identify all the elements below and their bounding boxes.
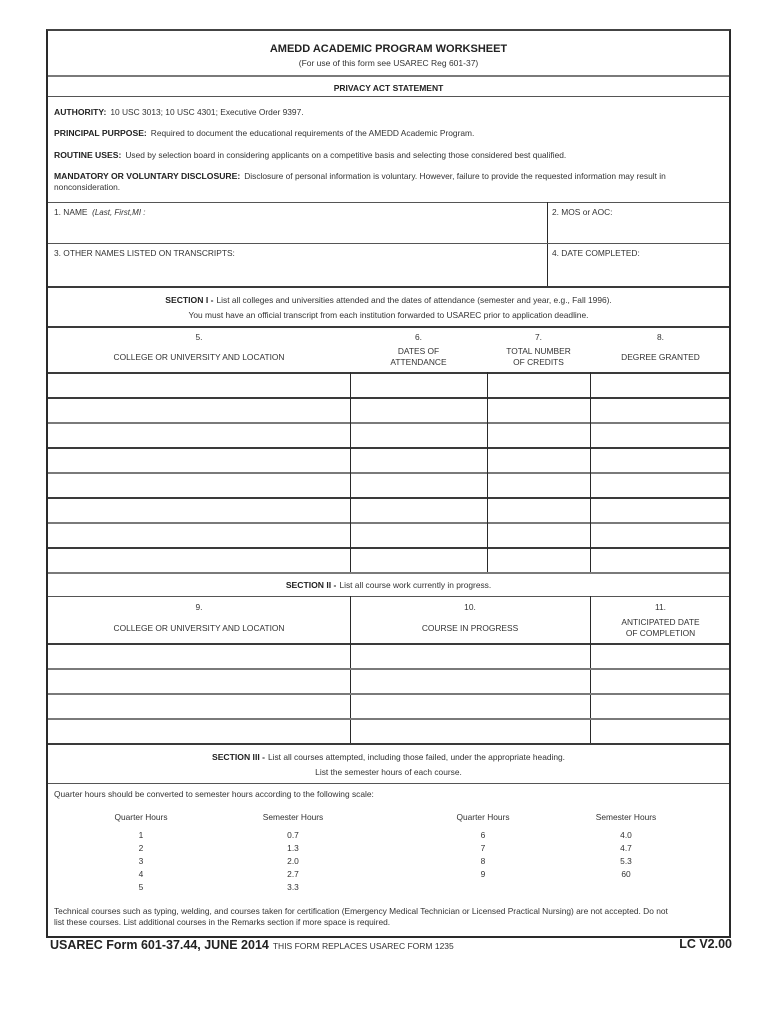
section2-col-header [590, 617, 731, 639]
section1-cell-dates[interactable] [352, 400, 485, 420]
divider [48, 596, 729, 597]
column-divider [487, 372, 488, 572]
section2-col-number: 10. [464, 602, 476, 612]
section2-cell-college[interactable] [50, 696, 348, 716]
section1-text: List all colleges and universities attended and the dates of attendance (semester and year, e.g., Fall 1996). [216, 295, 612, 305]
section1-cell-degree[interactable] [592, 450, 729, 470]
section2-cell-course[interactable] [352, 721, 588, 741]
section1-cell-credits[interactable] [489, 550, 588, 570]
section1-cell-degree[interactable] [592, 525, 729, 545]
section1-cell-college[interactable] [50, 550, 348, 570]
section1-cell-credits[interactable] [489, 475, 588, 495]
section1-cell-credits[interactable] [489, 425, 588, 445]
section2-col-header: COLLEGE OR UNIVERSITY AND LOCATION [113, 623, 285, 633]
row-divider [48, 693, 729, 695]
column-divider [350, 372, 351, 572]
header-line: DATES OF [397, 346, 440, 356]
section2-col-number: 11. [654, 602, 667, 612]
conversion-intro: Quarter hours should be converted to semester hours according to the following scale: [54, 789, 374, 799]
scale-value-quarter: 9 [480, 869, 486, 879]
section1-cell-degree[interactable] [592, 400, 729, 420]
scale-value-quarter: 6 [480, 830, 486, 840]
section2-cell-completion-date[interactable] [592, 671, 729, 691]
section3-text: List all courses attempted, including those failed, under the appropriate heading. [267, 752, 566, 762]
form-replaces: THIS FORM REPLACES USAREC FORM 1235 [272, 941, 454, 951]
section1-instructions [48, 295, 729, 305]
mos-input[interactable] [550, 219, 728, 243]
form-number: USAREC Form 601-37.44, JUNE 2014 [50, 938, 269, 952]
section2-label: SECTION II - [285, 580, 337, 590]
divider [48, 783, 729, 784]
scale-value-semester: 60 [621, 869, 631, 879]
row-divider [48, 497, 729, 499]
divider [48, 286, 729, 288]
section1-col-header: DEGREE GRANTED [621, 352, 700, 362]
section2-instructions [48, 580, 729, 590]
row-divider [48, 472, 729, 474]
section1-cell-dates[interactable] [352, 525, 485, 545]
section1-cell-degree[interactable] [592, 375, 729, 395]
disclosure-label: MANDATORY OR VOLUNTARY DISCLOSURE: [54, 171, 241, 181]
other-names-label: 3. OTHER NAMES LISTED ON TRANSCRIPTS: [54, 248, 235, 258]
section2-col-header: COURSE IN PROGRESS [421, 623, 519, 633]
name-field-label: 1. NAME (Last, First,MI : [54, 207, 146, 217]
row-divider [48, 743, 729, 745]
section1-cell-dates[interactable] [352, 425, 485, 445]
row-divider [48, 422, 729, 424]
section2-cell-completion-date[interactable] [592, 721, 729, 741]
section2-cell-college[interactable] [50, 646, 348, 666]
scale-value-semester: 2.7 [287, 869, 299, 879]
header-line: ATTENDANCE [390, 357, 447, 367]
divider [48, 243, 729, 244]
section1-cell-college[interactable] [50, 475, 348, 495]
section1-col-number: 7. [535, 332, 542, 342]
section2-text: List all course work currently in progress. [339, 580, 492, 590]
routine-uses-text: Used by selection board in considering applicants on a competitive basis and selecting those considered best qualified. [125, 150, 567, 160]
header-line: OF CREDITS [513, 357, 564, 367]
authority-text: 10 USC 3013; 10 USC 4301; Executive Order 9397. [110, 107, 304, 117]
section1-cell-credits[interactable] [489, 500, 588, 520]
section1-cell-credits[interactable] [489, 525, 588, 545]
scale-header: Quarter Hours [456, 812, 510, 822]
scale-header: Semester Hours [595, 812, 657, 822]
row-divider [48, 572, 729, 574]
section1-cell-degree[interactable] [592, 425, 729, 445]
column-divider [547, 202, 548, 286]
scale-value-quarter: 5 [138, 882, 144, 892]
section1-cell-college[interactable] [50, 450, 348, 470]
scale-header: Semester Hours [262, 812, 324, 822]
section3-note: List the semester hours of each course. [315, 767, 462, 777]
scale-value-semester: 3.3 [287, 882, 299, 892]
row-divider [48, 447, 729, 449]
section1-cell-dates[interactable] [352, 475, 485, 495]
purpose-text: Required to document the educational requirements of the AMEDD Academic Program. [150, 128, 475, 138]
section2-cell-college[interactable] [50, 721, 348, 741]
scale-value-quarter: 2 [138, 843, 144, 853]
privacy-act-title: PRIVACY ACT STATEMENT [333, 83, 444, 93]
section2-cell-course[interactable] [352, 696, 588, 716]
name-field-hint: (Last, First,MI : [92, 208, 146, 217]
divider [48, 326, 729, 328]
authority-line [54, 107, 699, 118]
scale-value-semester: 1.3 [287, 843, 299, 853]
date-completed-input[interactable] [550, 260, 728, 284]
row-divider [48, 547, 729, 549]
technical-note: Technical courses such as typing, welding, and courses taken for certification (Emergency Medical Technician or Licensed Practical Nursing) are not accepted. Do not list these courses. List additional courses in the Remarks section if more space is required. [54, 906, 668, 927]
scale-value-quarter: 1 [138, 830, 144, 840]
authority-label: AUTHORITY: [54, 107, 107, 117]
form-subtitle: (For use of this form see USAREC Reg 601-37) [298, 58, 479, 68]
section1-cell-credits[interactable] [489, 375, 588, 395]
other-names-input[interactable] [50, 260, 544, 284]
scale-value-semester: 4.0 [620, 830, 632, 840]
section2-cell-course[interactable] [352, 671, 588, 691]
section1-cell-degree[interactable] [592, 550, 729, 570]
divider [48, 202, 729, 203]
purpose-label: PRINCIPAL PURPOSE: [54, 128, 147, 138]
disclosure-text: Disclosure of personal information is voluntary. However, failure to provide the requested information may result in nonconsideration. [54, 171, 666, 192]
section1-col-number: 8. [657, 332, 664, 342]
divider [48, 643, 729, 645]
scale-value-semester: 2.0 [287, 856, 299, 866]
header-line: TOTAL NUMBER [506, 346, 571, 356]
divider [48, 372, 729, 374]
scale-value-semester: 4.7 [620, 843, 632, 853]
scale-value-quarter: 4 [138, 869, 144, 879]
scale-header: Quarter Hours [114, 812, 168, 822]
disclosure-line [54, 171, 699, 193]
column-divider [590, 372, 591, 572]
scale-value-semester: 0.7 [287, 830, 299, 840]
section1-note: You must have an official transcript from each institution forwarded to USAREC prior to application deadline. [188, 310, 589, 320]
section1-col-header [350, 346, 487, 368]
section1-cell-degree[interactable] [592, 500, 729, 520]
section3-instructions [48, 752, 729, 762]
divider [48, 96, 729, 97]
row-divider [48, 522, 729, 524]
section1-col-number: 6. [415, 332, 422, 342]
section1-cell-college[interactable] [50, 400, 348, 420]
row-divider [48, 397, 729, 399]
section2-cell-college[interactable] [50, 671, 348, 691]
routine-uses-label: ROUTINE USES: [54, 150, 122, 160]
section1-cell-college[interactable] [50, 375, 348, 395]
section1-cell-college[interactable] [50, 525, 348, 545]
form-version: LC V2.00 [679, 937, 732, 951]
date-completed-label: 4. DATE COMPLETED: [552, 248, 640, 258]
form-footer-id [50, 938, 454, 952]
section1-col-header [487, 346, 590, 368]
section1-col-header: COLLEGE OR UNIVERSITY AND LOCATION [113, 352, 285, 362]
section2-cell-course[interactable] [352, 646, 588, 666]
row-divider [48, 668, 729, 670]
section1-cell-degree[interactable] [592, 475, 729, 495]
name-input[interactable] [50, 219, 544, 243]
worksheet-form [46, 29, 731, 938]
section1-label: SECTION I - [165, 295, 214, 305]
section1-cell-dates[interactable] [352, 550, 485, 570]
header-line: OF COMPLETION [625, 628, 696, 638]
section1-cell-college[interactable] [50, 500, 348, 520]
scale-value-quarter: 3 [138, 856, 144, 866]
mos-field-label: 2. MOS or AOC: [552, 207, 613, 217]
routine-uses-line [54, 150, 699, 161]
form-title: AMEDD ACADEMIC PROGRAM WORKSHEET [269, 43, 508, 55]
section1-cell-dates[interactable] [352, 375, 485, 395]
section2-cell-completion-date[interactable] [592, 646, 729, 666]
scale-value-quarter: 7 [480, 843, 486, 853]
section2-col-number: 9. [195, 602, 203, 612]
section3-label: SECTION III - [211, 752, 265, 762]
section1-cell-dates[interactable] [352, 500, 485, 520]
section2-cell-completion-date[interactable] [592, 696, 729, 716]
section1-cell-credits[interactable] [489, 450, 588, 470]
divider [48, 75, 729, 77]
section1-cell-credits[interactable] [489, 400, 588, 420]
section1-cell-college[interactable] [50, 425, 348, 445]
row-divider [48, 718, 729, 720]
section1-col-number: 5. [195, 332, 203, 342]
scale-value-semester: 5.3 [620, 856, 632, 866]
scale-value-quarter: 8 [480, 856, 486, 866]
purpose-line [54, 128, 699, 139]
header-line: ANTICIPATED DATE [621, 617, 700, 627]
section1-cell-dates[interactable] [352, 450, 485, 470]
